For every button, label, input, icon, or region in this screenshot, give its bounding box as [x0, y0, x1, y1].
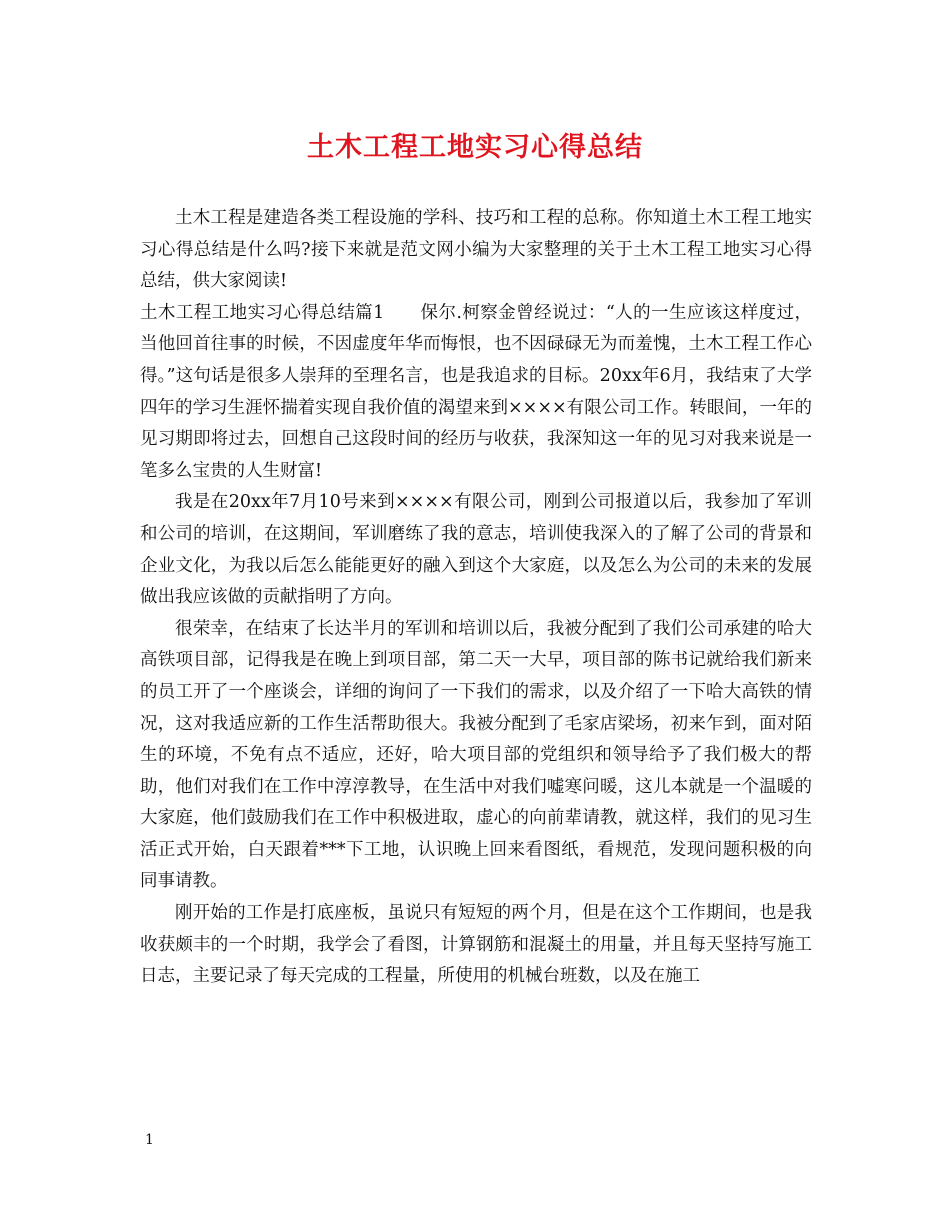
- document-title: 土木工程工地实习心得总结: [307, 132, 643, 163]
- company-arrival-paragraph: 我是在20xx年7月10号来到××××有限公司，刚到公司报道以后，我参加了军训和公司的培训，在这期间，军训磨练了我的意志，培训使我深入的了解了公司的背景和企业文化，为我以后怎么能能更好的融入到这个大家庭，以及怎么为公司的未来的发展做出我应该做的贡献指明了方向。: [140, 492, 812, 608]
- project-assignment-paragraph: 很荣幸，在结束了长达半月的军训和培训以后，我被分配到了我们公司承建的哈大高铁项目部，记得我是在晚上到项目部，第二天一大早，项目部的陈书记就给我们新来的员工开了一个座谈会，详细的询问了一下我们的需求，以及介绍了一下哈大高铁的情况，这对我适应新的工作生活帮助很大。我被分配到了毛家店梁场，初来乍到，面对陌生的环境，不免有点不适应，还好，哈大项目部的党组织和领导给予了我们极大的帮助，他们对我们在工作中淳淳教导，在生活中对我们嘘寒问暖，这儿本就是一个温暖的大家庭，他们鼓励我们在工作中积极进取，虚心的向前辈请教，就这样，我们的见习生活正式开始，白天跟着***下工地，认识晚上回来看图纸，看规范，发现问题积极的向同事请教。: [140, 618, 812, 892]
- intro-paragraph: 土木工程是建造各类工程设施的学科、技巧和工程的总称。你知道土木工程工地实习心得总结是什么吗?接下来就是范文网小编为大家整理的关于土木工程工地实习心得总结，供大家阅读!: [140, 208, 812, 292]
- early-work-paragraph: 刚开始的工作是打底座板，虽说只有短短的两个月，但是在这个工作期间，也是我收获颇丰的一个时期，我学会了看图，计算钢筋和混凝土的用量，并且每天坚持写施工日志，主要记录了每天完成的工程量，所使用的机械台班数，以及在施工: [140, 903, 812, 987]
- document-body: [140, 203, 812, 993]
- section-1-paragraph: 土木工程工地实习心得总结篇1 保尔.柯察金曾经说过：“人的一生应该这样度过，当他回首往事的时候，不因虚度年华而悔恨，也不因碌碌无为而羞愧，土木工程工作心得。”这句话是很多人崇拜的至理名言，也是我追求的目标。20xx年6月，我结束了大学四年的学习生涯怀揣着实现自我价值的渴望来到××××有限公司工作。转眼间，一年的见习期即将过去，回想自己这段时间的经历与收获，我深知这一年的见习对我来说是一笔多么宝贵的人生财富!: [140, 302, 812, 481]
- page-number: 1: [145, 1132, 154, 1148]
